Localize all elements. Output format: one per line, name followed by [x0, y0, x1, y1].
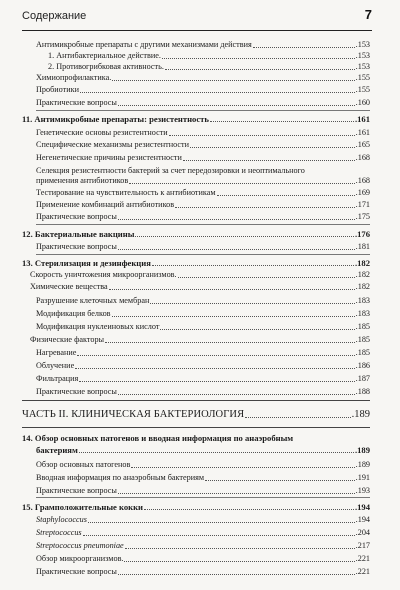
section-divider [22, 400, 370, 401]
section-divider [36, 254, 370, 255]
toc-entry[interactable]: Генетические основы резистентности .161 [36, 128, 370, 137]
toc-entry[interactable]: Физические факторы .185 [30, 335, 370, 344]
chapter-heading[interactable]: 11. Антимикробные препараты: резистентность .161 [22, 114, 370, 124]
toc-entry[interactable]: Антимикробные препараты с другими механизмами действия .153 [36, 40, 370, 49]
page-number: 7 [364, 7, 372, 22]
toc-entry[interactable]: Streptococcus .204 [36, 528, 370, 537]
chapter-heading[interactable]: 15. Грамположительные кокки .194 [22, 502, 370, 512]
toc-entry[interactable]: Вводная информация по анаэробным бактериям .191 [36, 473, 370, 482]
toc-entry[interactable]: Практические вопросы .181 [36, 242, 370, 251]
part-heading[interactable]: ЧАСТЬ II. КЛИНИЧЕСКАЯ БАКТЕРИОЛОГИЯ .189 [22, 409, 370, 420]
toc-entry[interactable]: Модификация нуклеиновых кислот .185 [36, 322, 370, 331]
toc-entry[interactable]: Нагревание .185 [36, 348, 370, 357]
toc-entry[interactable]: Фильтрация .187 [36, 374, 370, 383]
toc-entry[interactable]: Streptococcus pneumoniae .217 [36, 541, 370, 550]
section-divider [22, 427, 370, 428]
toc-entry[interactable]: Облучение .186 [36, 361, 370, 370]
section-divider [36, 497, 370, 498]
toc-entry[interactable]: Скорость уничтожения микроорганизмов. .182 [30, 270, 370, 279]
chapter-heading[interactable]: 14. Обзор основных патогенов и вводная информация по анаэробным [22, 433, 294, 443]
toc-entry[interactable]: Специфические механизмы резистентности .165 [36, 140, 370, 149]
toc-entry[interactable]: Практические вопросы .221 [36, 567, 370, 576]
toc-entry[interactable]: 2. Противогрибковая активность. .153 [48, 62, 370, 71]
toc-entry[interactable]: Обзор основных патогенов .189 [36, 460, 370, 469]
toc-entry[interactable]: применения антибиотиков .168 [36, 176, 370, 185]
toc-entry[interactable]: Практические вопросы .188 [36, 387, 370, 396]
toc-entry[interactable]: Обзор микроорганизмов. .221 [36, 554, 370, 563]
chapter-heading[interactable]: 13. Стерилизация и дезинфекция .182 [22, 258, 370, 268]
running-header-title: Содержание [22, 10, 87, 22]
toc-entry[interactable]: Пробиотики .155 [36, 85, 370, 94]
toc-entry[interactable]: Селекция резистентности бактерий за счет передозировки и неоптимального [36, 166, 305, 175]
toc-entry[interactable]: Негенетические причины резистентности .168 [36, 153, 370, 162]
chapter-heading[interactable]: 12. Бактериальные вакцины .176 [22, 229, 370, 239]
toc-entry[interactable]: Практические вопросы .160 [36, 98, 370, 107]
toc-entry[interactable]: Разрушение клеточных мембран .183 [36, 296, 370, 305]
toc-entry[interactable]: Практические вопросы .175 [36, 212, 370, 221]
toc-entry[interactable]: Staphylococcus .194 [36, 515, 370, 524]
toc-entry[interactable]: Химиопрофилактика. .155 [36, 73, 370, 82]
toc-entry[interactable]: Химические вещества .182 [30, 282, 370, 291]
toc-entry[interactable]: Модификация белков .183 [36, 309, 370, 318]
toc-entry[interactable]: Тестирование на чувствительность к антибиотикам .169 [36, 188, 370, 197]
toc-entry[interactable]: Применение комбинаций антибиотиков .171 [36, 200, 370, 209]
toc-entry[interactable]: Практические вопросы .193 [36, 486, 370, 495]
section-divider [36, 224, 370, 225]
chapter-heading-continued[interactable]: бактериям .189 [36, 445, 370, 455]
toc-entry[interactable]: 1. Антибактериальное действие. .153 [48, 51, 370, 60]
section-divider [36, 110, 370, 111]
